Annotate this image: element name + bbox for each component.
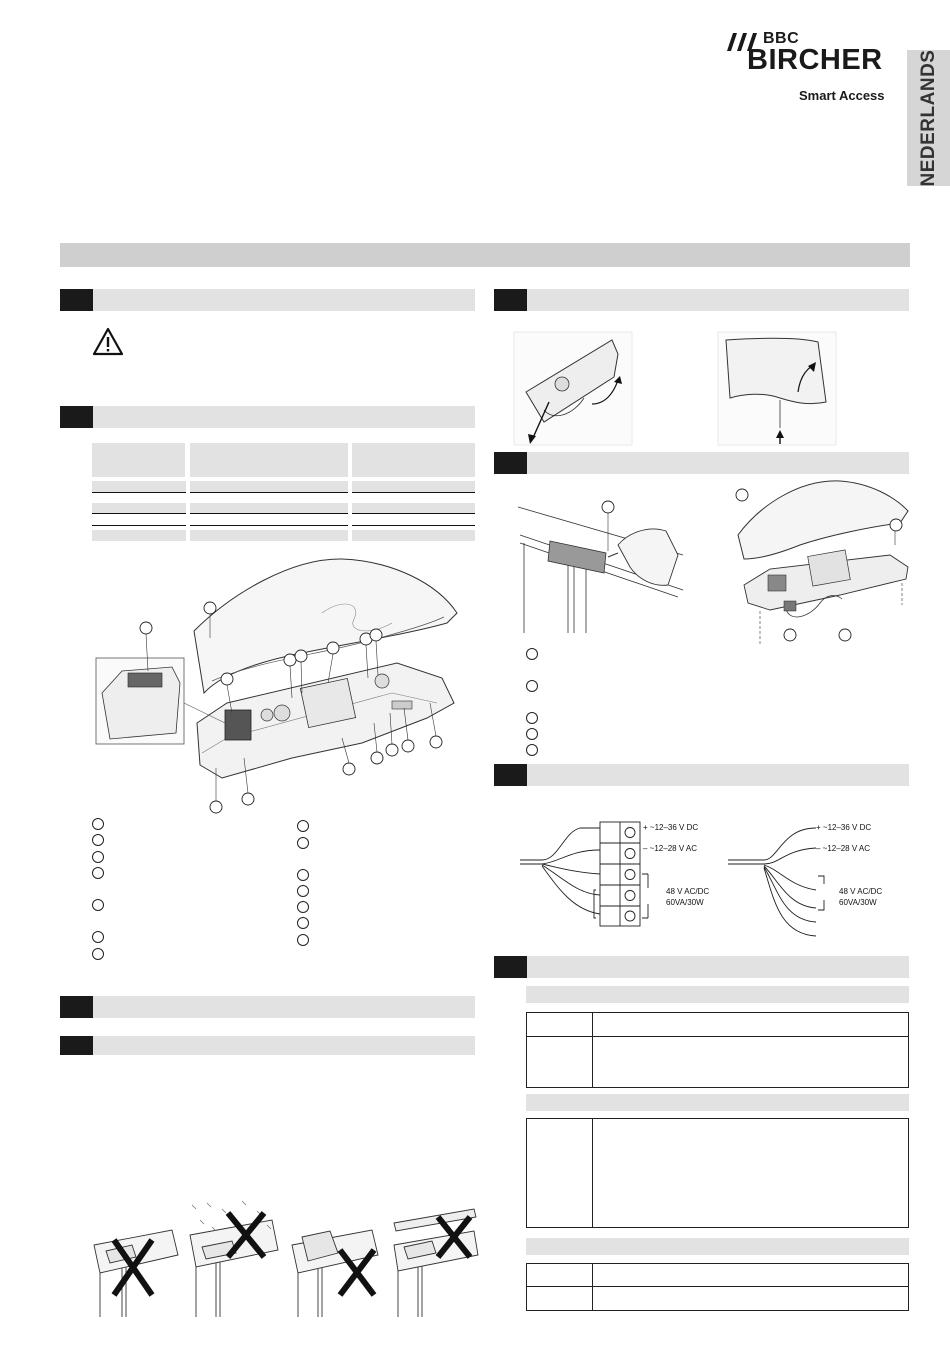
relay-rating-line-2: 60VA/30W xyxy=(839,898,877,907)
section-header-8 xyxy=(494,956,909,978)
section-number-5 xyxy=(494,289,527,311)
device-exploded-illustration xyxy=(92,553,472,815)
cable-wiring-diagram xyxy=(728,820,820,940)
relay-rating-line-2: 60VA/30W xyxy=(666,898,704,907)
legend-marker xyxy=(526,728,538,740)
table-header-cell-1 xyxy=(92,443,185,477)
legend-marker xyxy=(297,837,309,849)
section-header-7 xyxy=(494,764,909,786)
wrong-mounting-illustrations xyxy=(92,1195,477,1320)
section-number-8 xyxy=(494,956,527,978)
section-header-3 xyxy=(60,996,475,1018)
title-bar xyxy=(60,243,910,267)
legend-marker xyxy=(526,712,538,724)
table-row xyxy=(92,481,475,492)
section-number-4 xyxy=(60,1036,93,1055)
legend-marker xyxy=(92,851,104,863)
legend-marker xyxy=(297,820,309,832)
legend-marker xyxy=(92,899,104,911)
terminal-block-wiring-diagram xyxy=(518,818,648,933)
section-number-1 xyxy=(60,289,93,311)
language-tab[interactable] xyxy=(907,50,950,186)
legend-marker xyxy=(92,834,104,846)
section-number-3 xyxy=(60,996,93,1018)
warning-icon xyxy=(92,327,124,356)
legend-marker xyxy=(526,648,538,660)
settings-table-2 xyxy=(526,1118,909,1228)
table-rule xyxy=(92,492,475,493)
section-number-2 xyxy=(60,406,93,428)
legend-marker xyxy=(526,744,538,756)
table-header-cell-3 xyxy=(352,443,475,477)
logo-name: BIRCHER xyxy=(747,44,883,76)
settings-table-3 xyxy=(526,1263,909,1311)
table-column-gap xyxy=(348,443,352,543)
legend-marker xyxy=(92,948,104,960)
logo-prefix: BBC xyxy=(763,30,800,47)
legend-marker xyxy=(297,869,309,881)
cover-mounting-illustration xyxy=(730,475,910,645)
table-divider xyxy=(592,1013,593,1087)
table-rule xyxy=(527,1036,908,1037)
table-divider xyxy=(592,1119,593,1227)
relay-rating-line-1: 48 V AC/DC xyxy=(839,887,883,896)
table-rule xyxy=(92,525,475,526)
legend-marker xyxy=(297,917,309,929)
section-number-7 xyxy=(494,764,527,786)
subsection-bar-2 xyxy=(526,1094,909,1111)
section-header-4 xyxy=(60,1036,475,1055)
subsection-bar-3 xyxy=(526,1238,909,1255)
terminal-label-1: + ~12–36 V DC xyxy=(816,823,872,832)
settings-table-1 xyxy=(526,1012,909,1088)
table-rule xyxy=(92,513,475,514)
section-header-1 xyxy=(60,289,475,311)
legend-marker xyxy=(526,680,538,692)
terminal-label-2: – ~12–28 V AC xyxy=(816,844,871,853)
section-header-5 xyxy=(494,289,909,311)
section-header-6 xyxy=(494,452,909,474)
legend-marker xyxy=(297,901,309,913)
logo-tagline: Smart Access xyxy=(799,88,885,103)
legend-marker xyxy=(92,931,104,943)
legend-marker xyxy=(92,818,104,830)
relay-rating-line-1: 48 V AC/DC xyxy=(666,887,710,896)
drilling-illustration xyxy=(518,495,688,635)
open-cover-illustration-2 xyxy=(718,332,838,447)
terminal-label-2: – ~12–28 V AC xyxy=(643,844,698,853)
open-cover-illustration-1 xyxy=(514,332,634,447)
subsection-bar-1 xyxy=(526,986,909,1003)
table-divider xyxy=(592,1264,593,1310)
legend-marker xyxy=(92,867,104,879)
section-number-6 xyxy=(494,452,527,474)
table-rule xyxy=(527,1286,908,1287)
table-header-cell-2 xyxy=(190,443,348,477)
terminal-label-1: + ~12–36 V DC xyxy=(643,823,699,832)
section-header-2 xyxy=(60,406,475,428)
language-tab-label: NEDERLANDS xyxy=(917,49,939,187)
table-column-gap xyxy=(186,443,190,543)
table-row xyxy=(92,530,475,541)
legend-marker xyxy=(297,934,309,946)
legend-marker xyxy=(297,885,309,897)
